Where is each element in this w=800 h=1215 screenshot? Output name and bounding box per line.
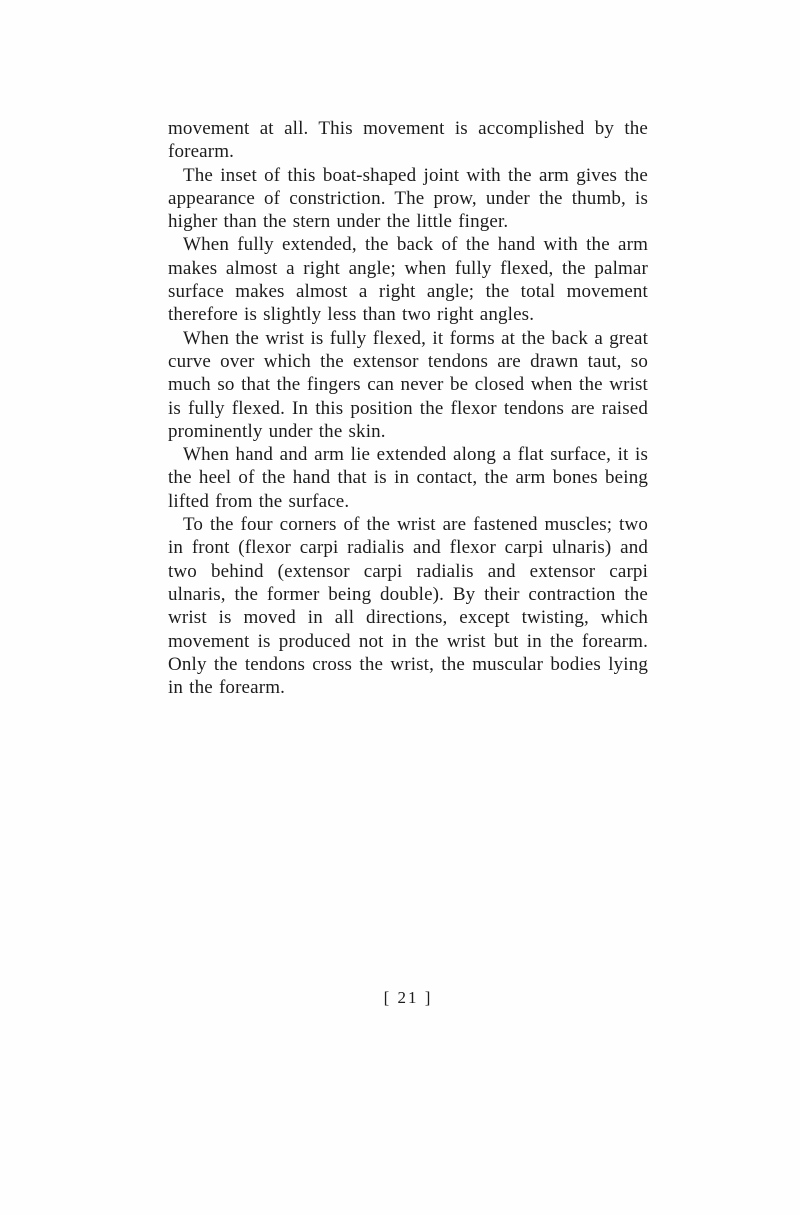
- paragraph: When the wrist is fully flexed, it forms at the back a great curve over which the extensor tendons are drawn taut, so much so that the fingers can never be closed when the wrist is fully flexed. In this position the flexor tendons are raised prominently under the skin.: [168, 327, 648, 442]
- paragraph: The inset of this boat-shaped joint with the arm gives the appearance of constriction. The prow, under the thumb, is higher than the stern under the little finger.: [168, 164, 648, 233]
- paragraph: When fully extended, the back of the hand with the arm makes almost a right angle; when fully flexed, the palmar surface makes almost a right angle; the total movement therefore is slightly less than two right angles.: [168, 234, 648, 326]
- body-text: [168, 117, 648, 699]
- paragraph: To the four corners of the wrist are fastened muscles; two in front (flexor carpi radialis and flexor carpi ulnaris) and two behind (extensor carpi radialis and extensor carpi ulnaris, the former being double). By their contraction the wrist is moved in all directions, except twisting, which movement is produced not in the wrist but in the forearm. Only the tendons cross the wrist, the muscular bodies lying in the forearm.: [168, 514, 648, 699]
- paragraph: When hand and arm lie extended along a flat surface, it is the heel of the hand that is in contact, the arm bones being lifted from the surface.: [168, 444, 648, 512]
- page-number: [ 21 ]: [383, 988, 433, 1007]
- paragraph: movement at all. This movement is accomplished by the forearm.: [168, 118, 648, 163]
